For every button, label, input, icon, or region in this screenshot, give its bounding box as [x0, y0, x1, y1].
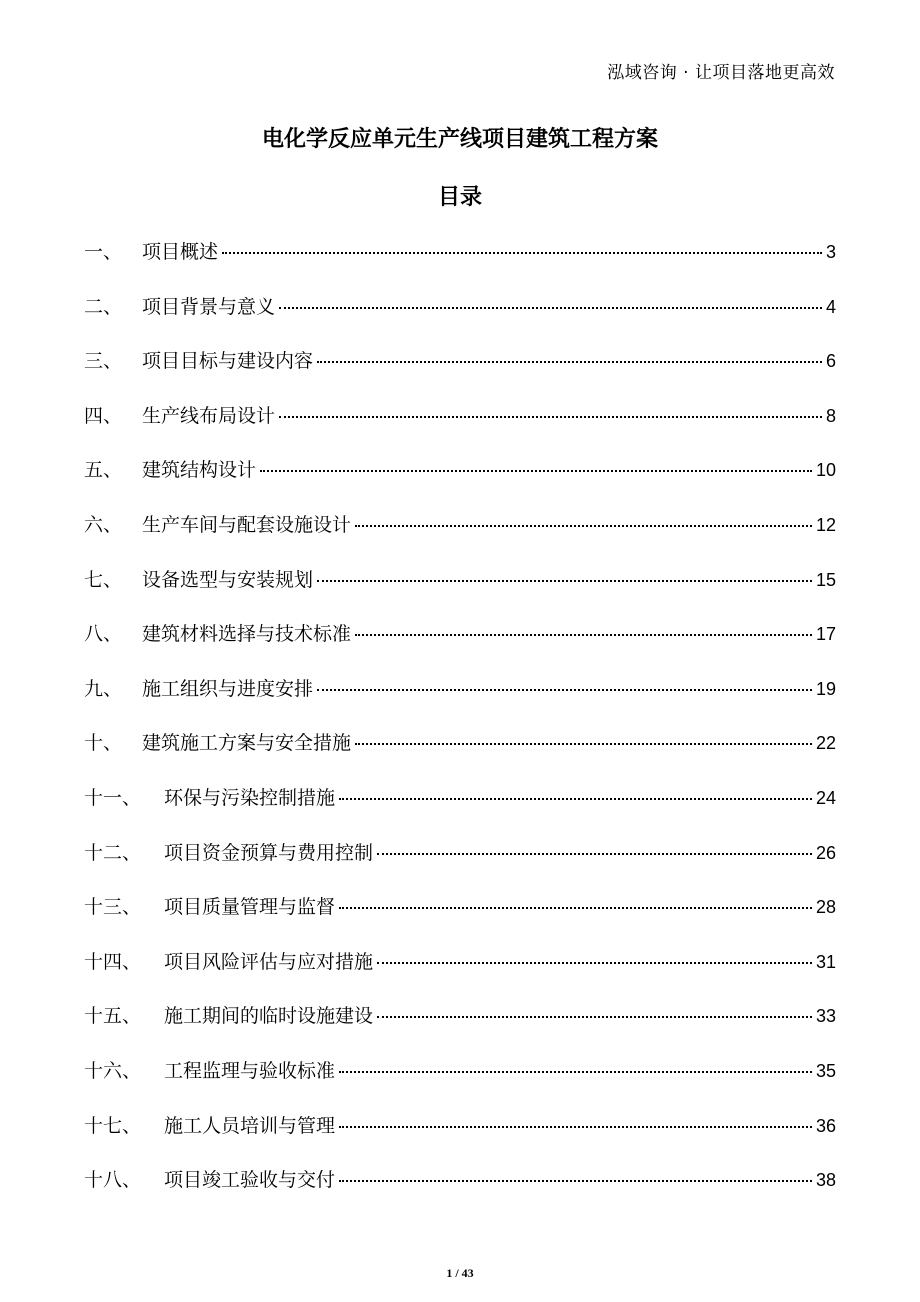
- toc-entry-page: 6: [825, 351, 836, 372]
- toc-entry[interactable]: [84, 232, 836, 287]
- toc-entry[interactable]: [84, 723, 836, 778]
- toc-entry[interactable]: [84, 887, 836, 942]
- toc-entry-title[interactable]: 设备选型与安装规划: [142, 568, 314, 591]
- toc-entry-number: 一、: [84, 241, 123, 263]
- toc-entry-title[interactable]: 生产车间与配套设施设计: [142, 513, 352, 536]
- toc-entry-page: 19: [815, 678, 836, 699]
- toc-leader-dots: [339, 906, 812, 909]
- toc-leader-dots: [355, 524, 812, 527]
- toc-entry-title[interactable]: 生产线布局设计: [142, 404, 276, 427]
- toc-leader-dots: [222, 251, 822, 254]
- toc-entry[interactable]: [84, 287, 836, 342]
- toc-leader-dots: [260, 469, 812, 472]
- toc-entry[interactable]: [84, 614, 836, 669]
- toc-entry-number: 十三、: [84, 896, 142, 919]
- toc-entry-number: 三、: [84, 350, 123, 373]
- toc-entry-page: 4: [825, 296, 836, 317]
- toc-entry-number: 十二、: [84, 841, 142, 864]
- toc-leader-dots: [377, 852, 812, 855]
- toc-entry[interactable]: [84, 1106, 836, 1161]
- toc-entry-page: 3: [825, 242, 836, 262]
- toc-entry[interactable]: [84, 942, 836, 997]
- toc-entry-title[interactable]: 施工人员培训与管理: [164, 1114, 336, 1137]
- toc-entry[interactable]: [84, 669, 836, 724]
- toc-entry-page: 15: [815, 569, 836, 590]
- toc-leader-dots: [377, 1015, 812, 1018]
- header-brand: 泓域咨询 · 让项目落地更高效: [607, 63, 835, 83]
- toc-leader-dots: [377, 961, 812, 964]
- document-title: 电化学反应单元生产线项目建筑工程方案: [261, 127, 658, 152]
- toc-entry-number: 九、: [84, 677, 123, 700]
- toc-entry-number: 五、: [84, 459, 123, 482]
- toc-entry-title[interactable]: 工程监理与验收标准: [164, 1059, 336, 1082]
- toc-leader-dots: [339, 1125, 812, 1128]
- toc-entry-title[interactable]: 建筑结构设计: [142, 459, 257, 482]
- toc-leader-dots: [317, 360, 822, 363]
- toc-entry-number: 十一、: [84, 786, 142, 809]
- toc-entry-number: 十五、: [84, 1005, 142, 1028]
- toc-leader-dots: [355, 742, 812, 745]
- toc-entry-number: 六、: [84, 513, 123, 536]
- toc-entry-title[interactable]: 项目风险评估与应对措施: [164, 950, 374, 973]
- toc-entry-title[interactable]: 建筑材料选择与技术标准: [142, 623, 352, 646]
- toc-leader-dots: [279, 306, 822, 309]
- toc-entry[interactable]: [84, 833, 836, 888]
- toc-leader-dots: [317, 579, 812, 582]
- toc-entry-title[interactable]: 项目背景与意义: [142, 295, 276, 318]
- toc-entry-title[interactable]: 建筑施工方案与安全措施: [142, 732, 352, 755]
- toc-entry[interactable]: [84, 996, 836, 1051]
- table-of-contents: [84, 232, 836, 1215]
- toc-entry-title[interactable]: 施工期间的临时设施建设: [164, 1005, 374, 1028]
- toc-leader-dots: [339, 797, 812, 800]
- toc-entry-number: 七、: [84, 568, 123, 591]
- toc-entry-page: 22: [815, 733, 836, 754]
- toc-leader-dots: [317, 688, 812, 691]
- toc-entry-title[interactable]: 项目竣工验收与交付: [164, 1169, 336, 1192]
- toc-leader-dots: [355, 633, 812, 636]
- toc-entry-title[interactable]: 项目目标与建设内容: [142, 350, 314, 373]
- toc-entry-page: 17: [815, 624, 836, 645]
- toc-entry-page: 33: [815, 1006, 836, 1027]
- toc-entry-page: 8: [825, 405, 836, 426]
- toc-entry-number: 十八、: [84, 1169, 142, 1192]
- toc-entry-page: 28: [815, 897, 836, 918]
- toc-entry-number: 十六、: [84, 1059, 142, 1082]
- toc-entry-title[interactable]: 项目概述: [142, 241, 219, 263]
- toc-entry-page: 26: [815, 842, 836, 863]
- toc-entry-page: 38: [815, 1170, 836, 1191]
- toc-leader-dots: [339, 1070, 812, 1073]
- toc-entry-page: 35: [815, 1060, 836, 1081]
- toc-entry-title[interactable]: 施工组织与进度安排: [142, 677, 314, 700]
- toc-entry-page: 10: [815, 460, 836, 481]
- toc-entry-number: 十四、: [84, 950, 142, 973]
- toc-entry-number: 二、: [84, 295, 123, 318]
- toc-entry-page: 31: [815, 951, 836, 972]
- toc-entry-page: 12: [815, 514, 836, 535]
- toc-entry-number: 十七、: [84, 1114, 142, 1137]
- toc-entry-number: 十、: [84, 732, 123, 755]
- toc-heading: 目录: [437, 185, 482, 210]
- toc-entry-title[interactable]: 环保与污染控制措施: [164, 786, 336, 809]
- toc-entry[interactable]: [84, 505, 836, 560]
- toc-leader-dots: [339, 1179, 812, 1182]
- toc-leader-dots: [279, 415, 822, 418]
- toc-entry[interactable]: [84, 396, 836, 451]
- toc-entry-title[interactable]: 项目质量管理与监督: [164, 896, 336, 919]
- toc-entry[interactable]: [84, 1160, 836, 1215]
- toc-entry-page: 36: [815, 1115, 836, 1136]
- toc-entry[interactable]: [84, 560, 836, 615]
- toc-entry[interactable]: [84, 341, 836, 396]
- toc-entry-title[interactable]: 项目资金预算与费用控制: [164, 841, 374, 864]
- page-indicator: 1 / 43: [446, 1266, 474, 1280]
- toc-entry-number: 四、: [84, 404, 123, 427]
- toc-entry-number: 八、: [84, 623, 123, 646]
- toc-entry[interactable]: [84, 450, 836, 505]
- toc-entry-page: 24: [815, 787, 836, 808]
- toc-entry[interactable]: [84, 778, 836, 833]
- toc-entry[interactable]: [84, 1051, 836, 1106]
